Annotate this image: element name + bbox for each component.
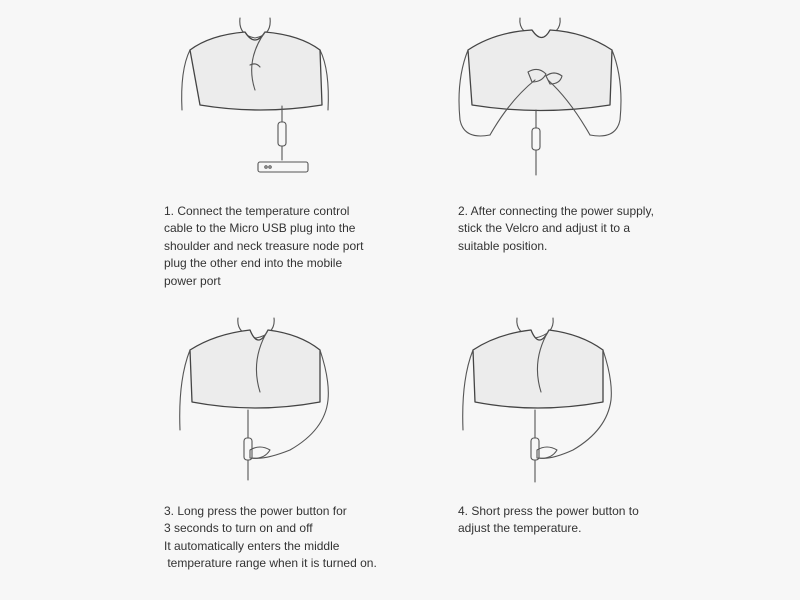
step-3-instructions <box>164 503 377 573</box>
step-4-instructions <box>458 503 639 538</box>
instruction-line: 2. After connecting the power supply, <box>458 204 654 218</box>
instruction-line: 3. Long press the power button for <box>164 504 347 518</box>
step-2-instructions <box>458 203 654 255</box>
hand-pressing-button-icon <box>455 310 635 490</box>
hands-adjusting-velcro-icon <box>450 10 630 190</box>
instruction-line: plug the other end into the mobile <box>164 256 343 271</box>
instruction-line: It automatically enters the middle <box>164 538 340 553</box>
instruction-line: stick the Velcro and adjust it to a <box>458 221 631 236</box>
step-1-instructions <box>164 203 363 290</box>
instruction-line: shoulder and neck treasure node port <box>164 238 364 253</box>
instruction-line: 4. Short press the power button to <box>458 504 639 518</box>
step-2-illustration <box>450 10 630 190</box>
instruction-line: adjust the temperature. <box>458 521 582 536</box>
step-1-illustration <box>170 10 340 180</box>
hand-holding-controller-icon <box>170 310 350 490</box>
instruction-line: 1. Connect the temperature control <box>164 204 350 218</box>
instruction-line: cable to the Micro USB plug into the <box>164 221 356 236</box>
instruction-line: 3 seconds to turn on and off <box>164 521 313 536</box>
instruction-line: power port <box>164 273 221 288</box>
step-3-illustration <box>170 310 350 490</box>
instruction-line: temperature range when it is turned on. <box>164 556 377 571</box>
shoulder-wrap-with-power-bank-icon <box>170 10 340 180</box>
step-4-illustration <box>455 310 635 490</box>
instruction-line: suitable position. <box>458 238 548 253</box>
